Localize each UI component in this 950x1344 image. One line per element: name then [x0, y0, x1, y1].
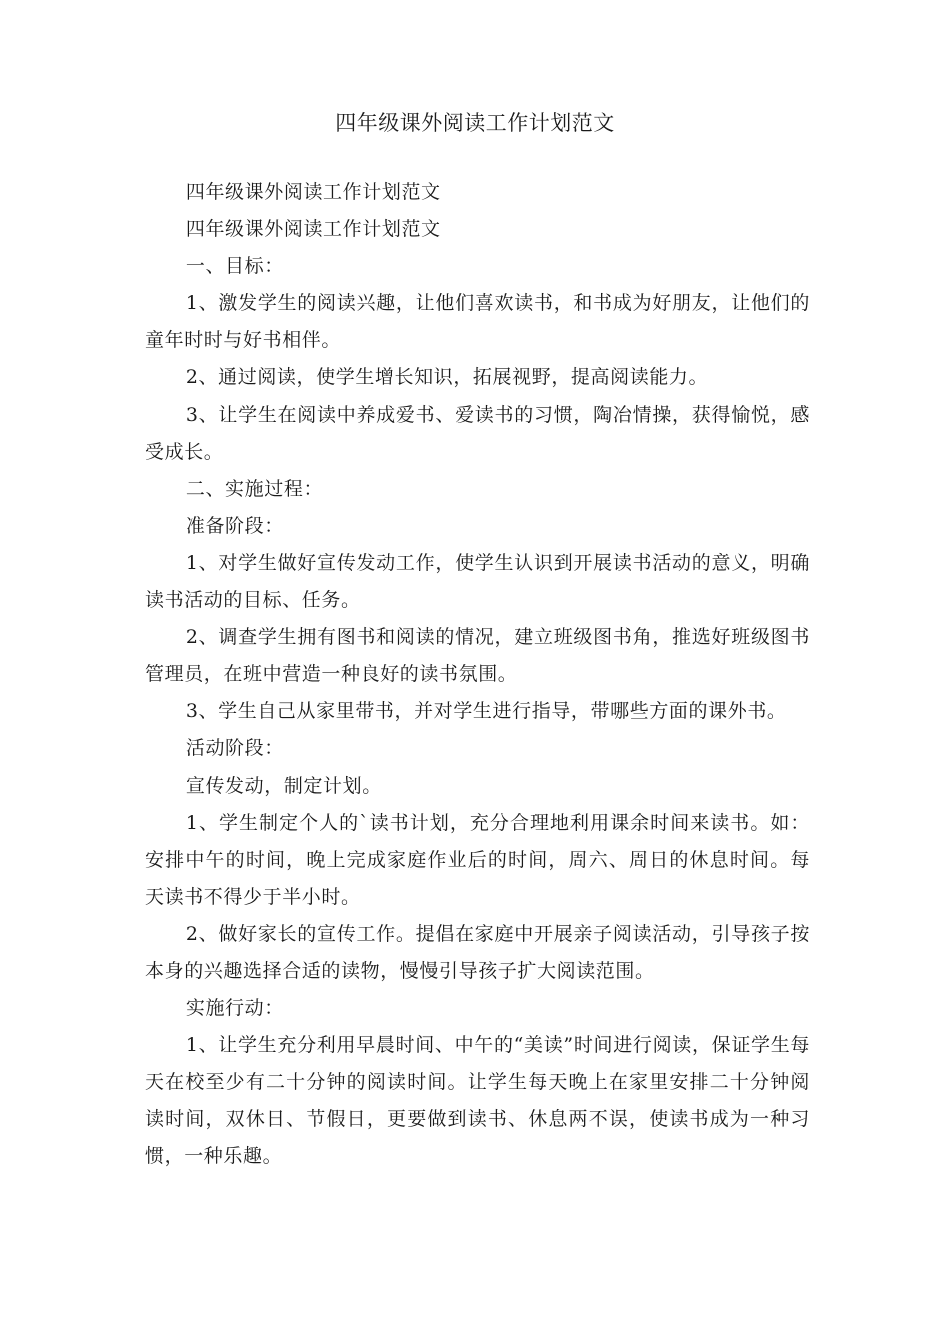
paragraph: 2、调查学生拥有图书和阅读的情况，建立班级图书角，推选好班级图书管理员，在班中营造一种良好的读书氛围。 [145, 626, 810, 686]
paragraph: 1、激发学生的阅读兴趣，让他们喜欢读书，和书成为好朋友，让他们的童年时时与好书相伴。 [145, 292, 810, 352]
paragraph: 2、通过阅读，使学生增长知识，拓展视野，提高阅读能力。 [185, 366, 709, 389]
paragraph: 1、学生制定个人的`读书计划，充分合理地利用课余时间来读书。如：安排中午的时间，晚上完成家庭作业后的时间，周六、周日的休息时间。每天读书不得少于半小时。 [145, 811, 810, 908]
section-heading: 一、目标： [185, 255, 284, 278]
paragraph: 3、学生自己从家里带书，并对学生进行指导，带哪些方面的课外书。 [185, 700, 787, 723]
paragraph: 四年级课外阅读工作计划范文 [185, 218, 441, 241]
section-heading: 二、实施过程： [185, 477, 324, 500]
paragraph: 2、做好家长的宣传工作。提倡在家庭中开展亲子阅读活动，引导孩子按本身的兴趣选择合适的读物，慢慢引导孩子扩大阅读范围。 [145, 922, 810, 982]
subsection-heading: 实施行动： [185, 997, 284, 1020]
subsection-heading: 准备阶段： [185, 514, 284, 537]
paragraph: 3、让学生在阅读中养成爱书、爱读书的习惯，陶冶情操，获得愉悦，感受成长。 [145, 403, 810, 463]
paragraph: 1、对学生做好宣传发动工作，使学生认识到开展读书活动的意义，明确读书活动的目标、任务。 [145, 551, 810, 612]
paragraph: 1、让学生充分利用早晨时间、中午的“美读”时间进行阅读，保证学生每天在校至少有二十分钟的阅读时间。让学生每天晚上在家里安排二十分钟阅读时间，双休日、节假日，更要做到读书、休息两不误，使读书成为一种习惯，一种乐趣。 [145, 1034, 810, 1168]
document-title: 四年级课外阅读工作计划范文 [335, 111, 615, 135]
paragraph: 四年级课外阅读工作计划范文 [185, 181, 441, 203]
subsection-heading: 活动阶段： [185, 737, 284, 760]
document-body [145, 174, 810, 1176]
paragraph: 宣传发动，制定计划。 [185, 774, 382, 797]
